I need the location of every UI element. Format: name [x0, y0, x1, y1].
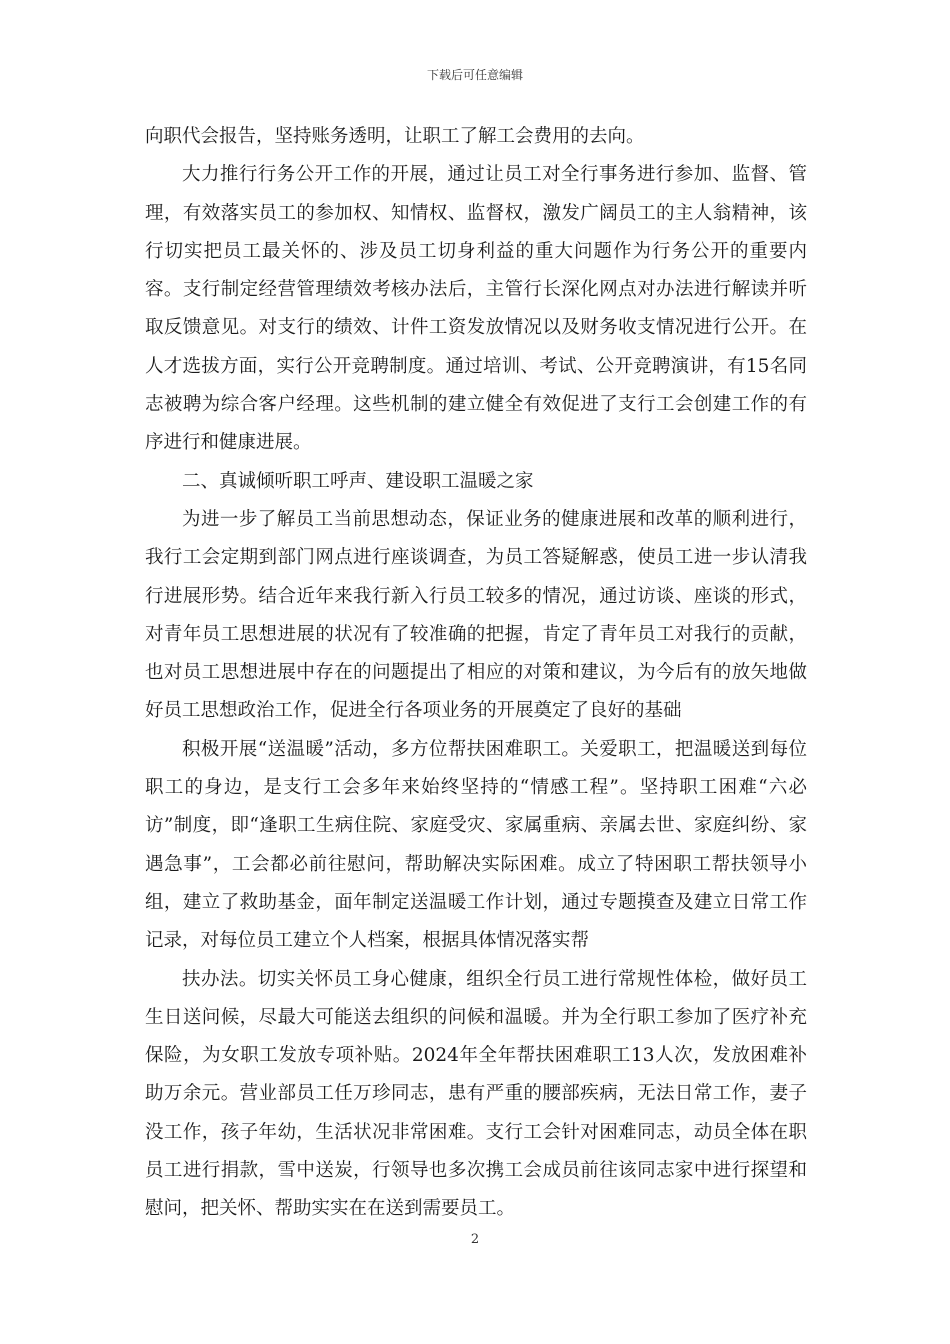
- document-body: [145, 118, 807, 1229]
- page-header: 下载后可任意编辑: [426, 68, 523, 82]
- section-heading: 二、真诚倾听职工呼声、建设职工温暖之家: [182, 470, 534, 492]
- paragraph-affairs-openness: 大力推行行务公开工作的开展，通过让员工对全行事务进行参加、监督、管理，有效落实员工的参加权、知情权、监督权，激发广阔员工的主人翁精神，该行切实把员工最关怀的、涉及员工切身利益的重大问题作为行务公开的重要内容。支行制定经营管理绩效考核办法后，主管行长深化网点对办法进行解读并听取反馈意见。对支行的绩效、计件工资发放情况以及财务收支情况进行公开。在人才选拔方面，实行公开竞聘制度。通过培训、考试、公开竞聘演讲，有15名同志被聘为综合客户经理。这些机制的建立健全有效促进了支行工会创建工作的有序进行和健康进展。: [145, 164, 807, 454]
- page-number: 2: [470, 1232, 480, 1247]
- paragraph-warmth-activity: 积极开展“送温暖”活动，多方位帮扶困难职工。关爱职工，把温暖送到每位职工的身边，是支行工会多年来始终坚持的“情感工程”。坚持职工困难“六必访”制度，即“逢职工生病住院、家庭受灾、家属重病、亲属去世、家庭纠纷、家遇急事”，工会都必前往慰问，帮助解决实际困难。成立了特困职工帮扶领导小组，建立了救助基金，面年制定送温暖工作计划，通过专题摸查及建立日常工作记录，对每位员工建立个人档案，根据具体情况落实帮: [145, 738, 807, 952]
- paragraph-health-care: 扶办法。切实关怀员工身心健康，组织全行员工进行常规性体检，做好员工生日送问候，尽最大可能送去组织的问候和温暖。并为全行职工参加了医疗补充保险，为女职工发放专项补贴。2024年全年帮扶困难职工13人次，发放困难补助万余元。营业部员工任万珍同志，患有严重的腰部疾病，无法日常工作，妻子没工作，孩子年幼，生活状况非常困难。支行工会针对困难同志，动员全体在职员工进行捐款，雪中送炭，行领导也多次携工会成员前往该同志家中进行探望和慰问，把关怀、帮助实实在在送到需要员工。: [145, 968, 807, 1220]
- paragraph-continuation: 向职代会报告，坚持账务透明，让职工了解工会费用的去向。: [145, 126, 645, 147]
- paragraph-employee-thoughts: 为进一步了解员工当前思想动态，保证业务的健康进展和改革的顺利进行，我行工会定期到部门网点进行座谈调查，为员工答疑解惑，使员工进一步认清我行进展形势。结合近年来我行新入行员工较多的情况，通过访谈、座谈的形式，对青年员工思想进展的状况有了较准确的把握，肯定了青年员工对我行的贡献，也对员工思想进展中存在的问题提出了相应的对策和建议，为今后有的放矢地做好员工思想政治工作，促进全行各项业务的开展奠定了良好的基础: [145, 508, 807, 722]
